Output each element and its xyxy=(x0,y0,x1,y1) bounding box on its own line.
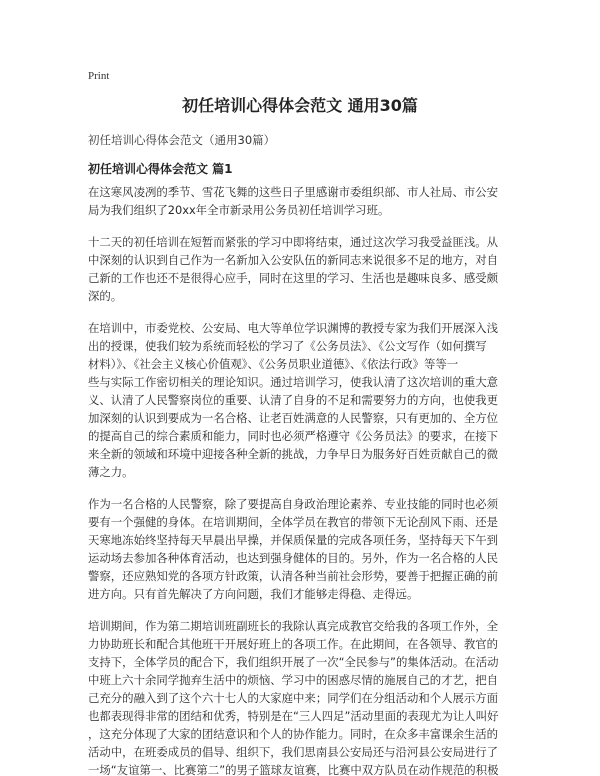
text-line: 些与实际工作密切相关的理论知识。通过培训学习，使我认清了这次培训的重大意 xyxy=(88,375,499,389)
text-line: 进方向。只有首先解决了方向问题，我们才能够走得稳、走得远。 xyxy=(88,587,419,601)
text-line: 也都表现得非常的团结和优秀，特别是在“三人四足”活动里面的表现尤为让人叫好 xyxy=(88,709,499,723)
text-line: 己新的工作也还不是很得心应手，同时在这里的学习、生活也是趣味良多、感受颇 xyxy=(88,271,499,285)
section-heading: 初任培训心得体会范文 篇1 xyxy=(88,162,233,176)
text-line: 加深刻的认识到要成为一名合格、让老百姓满意的人民警察，只有更加的、全方位 xyxy=(88,411,499,425)
text-line: 力协助班长和配合其他班干开展好班上的各项工作。在此期间，在各领导、教官的 xyxy=(88,637,499,651)
text-line: 作为一名合格的人民警察，除了要提高自身政治理论素养、专业技能的同时也必须 xyxy=(88,497,499,511)
text-line: 运动场去参加各种体育活动，也达到强身健体的目的。另外，作为一名合格的人民 xyxy=(88,551,499,565)
paragraph xyxy=(88,183,516,219)
text-line: 一场“友谊第一、比赛第二”的男子篮球友谊赛，比赛中双方队员在动作规范的积极 xyxy=(88,763,499,776)
document-subtitle: 初任培训心得体会范文（通用30篇） xyxy=(88,133,276,147)
text-line: 中深刻的认识到自己作为一名新加入公安队伍的新同志来说很多不足的地方，对自 xyxy=(88,253,499,267)
paragraph xyxy=(88,495,516,603)
text-line: 天寒地冻始终坚持每天早晨出早操，并保质保量的完成各项任务，坚持每天下午到 xyxy=(88,533,499,547)
paragraph xyxy=(88,617,516,776)
text-line: 培训期间，作为第二期培训班副班长的我除认真完成教官交给我的各项工作外，全 xyxy=(88,619,499,633)
paragraph xyxy=(88,319,516,481)
article-body xyxy=(88,183,516,776)
text-line: 在这寒风凌冽的季节、雪花飞舞的这些日子里感谢市委组织部、市人社局、市公安 xyxy=(88,185,499,199)
text-line: 支持下，全体学员的配合下，我们组织开展了一次“全民参与”的集体活动。在活动 xyxy=(88,655,499,669)
text-line: 在培训中，市委党校、公安局、电大等单位学识渊博的教授专家为我们开展深入浅 xyxy=(88,321,499,335)
document-title: 初任培训心得体会范文 通用30篇 xyxy=(182,96,418,115)
text-line: 出的授课，使我们较为系统而轻松的学习了《公务员法》、《公文写作（如何撰写 xyxy=(88,339,487,353)
text-line: 警察，还应熟知党的各项方针政策，认清各种当前社会形势，要善于把握正确的前 xyxy=(88,569,499,583)
text-line: 薄之力。 xyxy=(88,465,134,479)
paragraph xyxy=(88,233,516,305)
text-line: 己充分的融入到了这个六十七人的大家庭中来；同学们在分组活动和个人展示方面 xyxy=(88,691,499,705)
text-line: ，这充分体现了大家的团结意识和个人的协作能力。同时，在众多丰富课余生活的 xyxy=(88,727,499,741)
text-line: 来全新的领域和环境中迎接各种全新的挑战，力争早日为服务好百姓贡献自己的微 xyxy=(88,447,499,461)
print-link[interactable]: Print xyxy=(88,70,110,82)
text-line: 要有一个强健的身体。在培训期间，全体学员在教官的带领下无论刮风下雨、还是 xyxy=(88,515,499,529)
text-line: 深的。 xyxy=(88,289,123,303)
text-line: 中班上六十余同学抛弃生活中的烦恼、学习中的困惑尽情的施展自己的才艺，把自 xyxy=(88,673,499,687)
text-line: 局为我们组织了20xx年全市新录用公务员初任培训学习班。 xyxy=(88,203,390,217)
text-line: 材料）》、《社会主义核心价值观》、《公务员职业道德》、《依法行政》等等一 xyxy=(88,357,459,371)
text-line: 活动中，在班委成员的倡导、组织下，我们思南县公安局还与沿河县公安局进行了 xyxy=(88,745,499,759)
text-line: 十二天的初任培训在短暂而紧张的学习中即将结束，通过这次学习我受益匪浅。从 xyxy=(88,235,499,249)
text-line: 义、认清了人民警察岗位的重要、认清了自身的不足和需要努力的方向，也使我更 xyxy=(88,393,499,407)
text-line: 的提高自己的综合素质和能力，同时也必须严格遵守《公务员法》的要求，在接下 xyxy=(88,429,499,443)
